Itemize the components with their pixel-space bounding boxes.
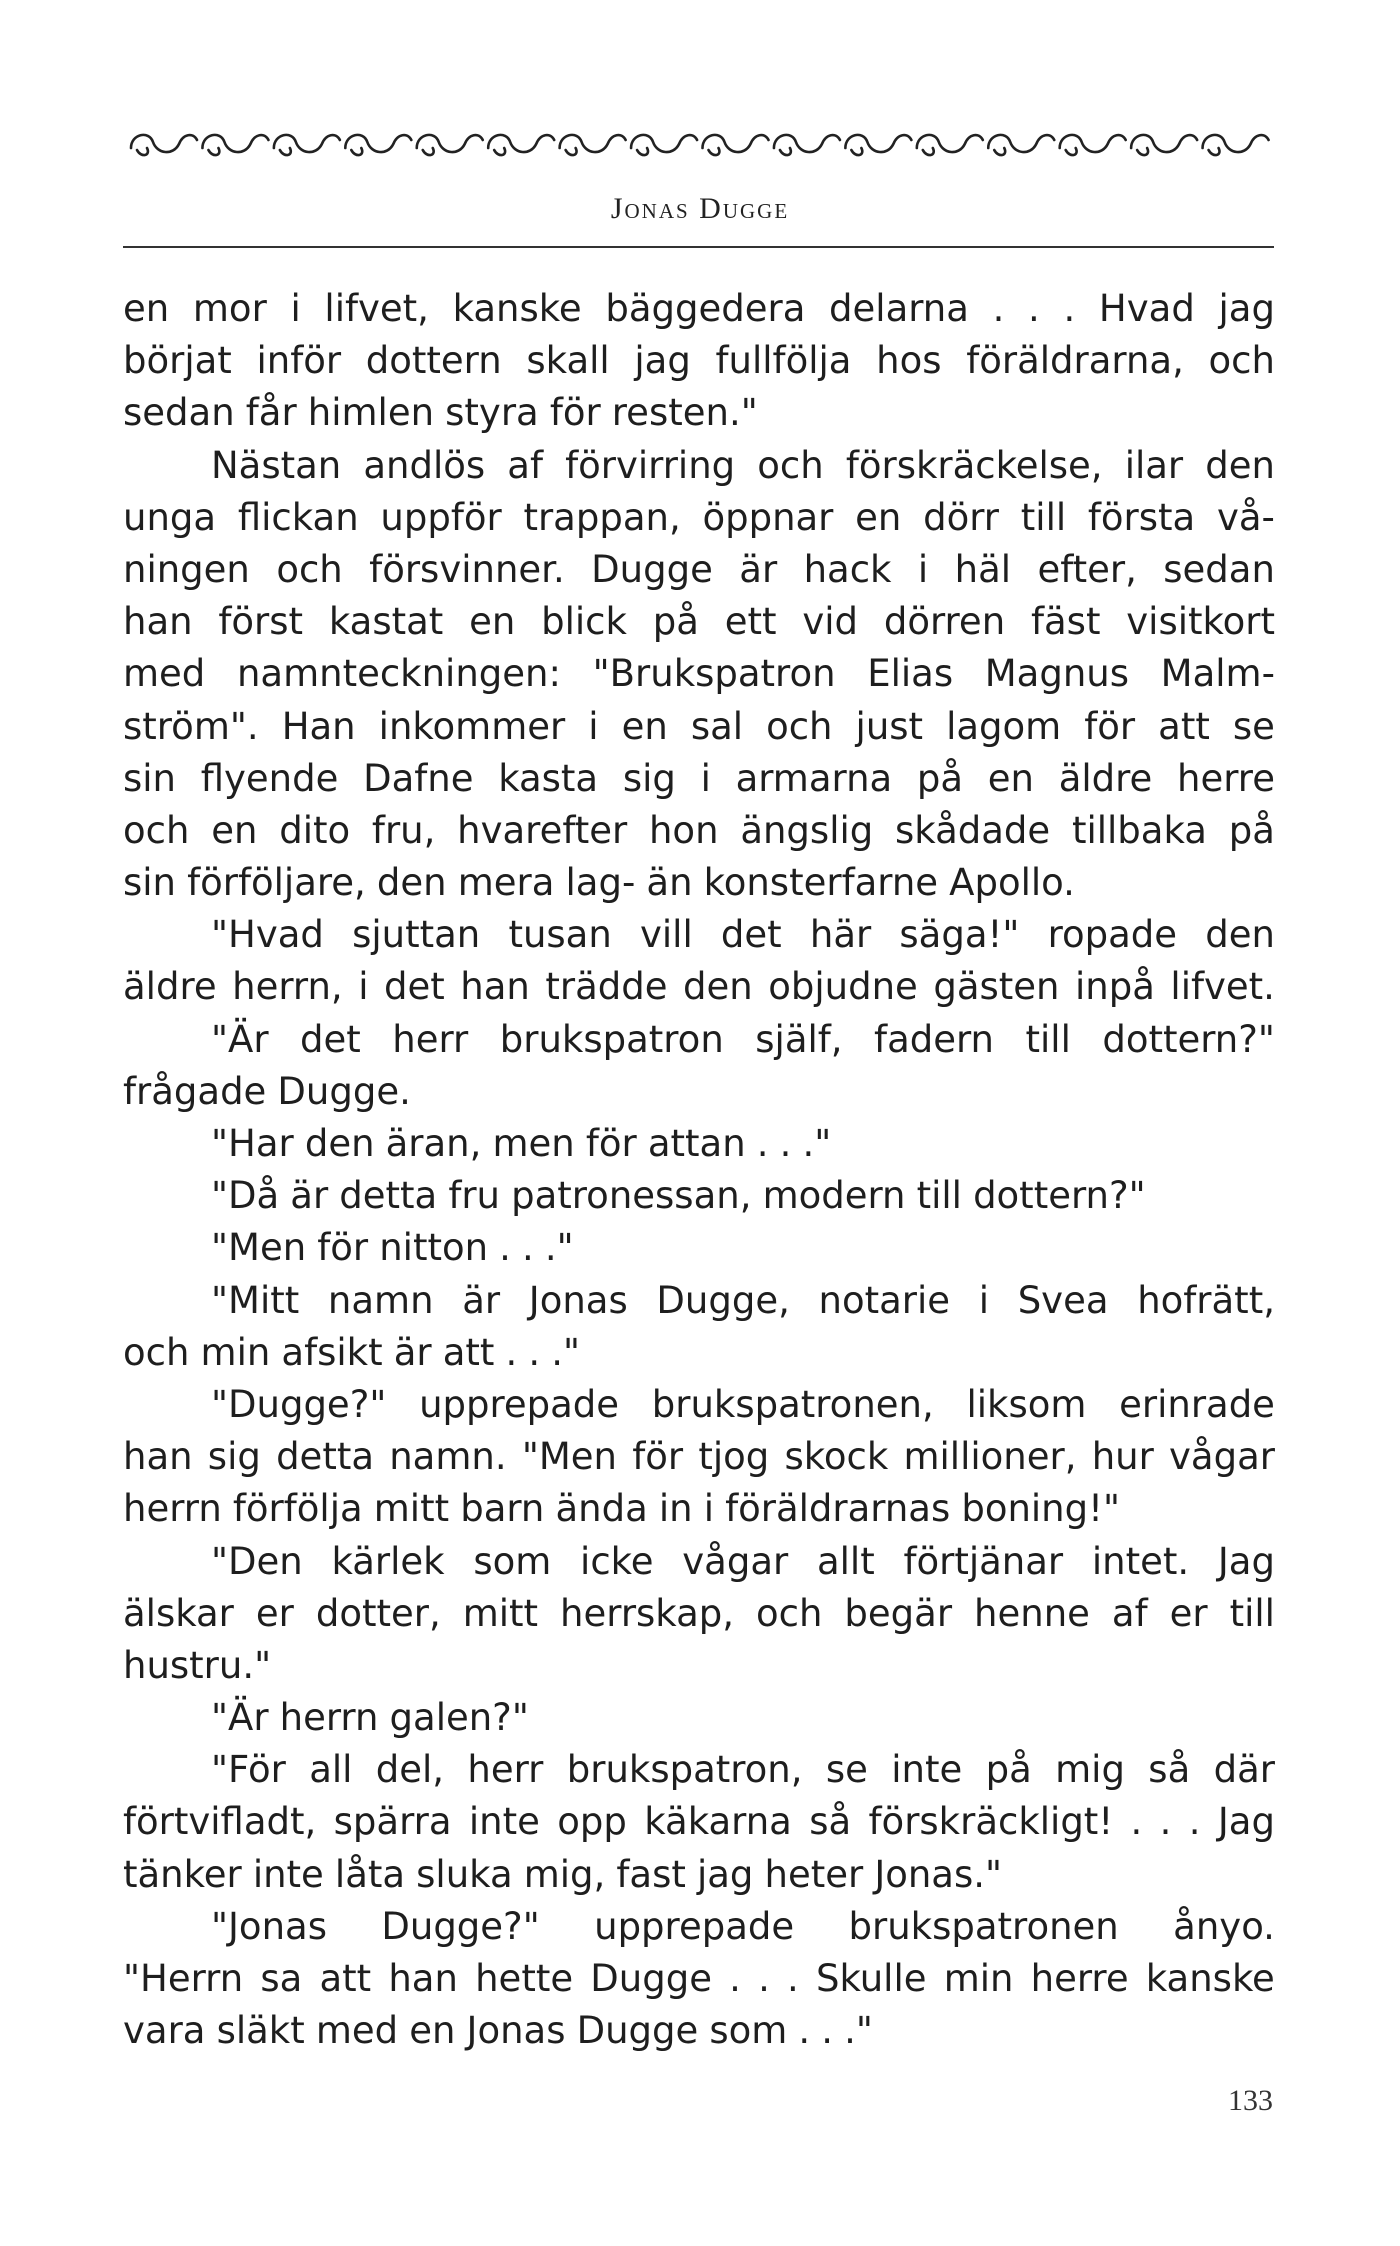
text-line: sedan får himlen styra för resten." bbox=[123, 391, 758, 435]
text-line: "Har den äran, men för attan . . ." bbox=[211, 1122, 832, 1165]
ornament-curl bbox=[208, 148, 219, 155]
ornament-curl bbox=[637, 148, 648, 155]
text-line: unga flickan uppför trappan, öppnar en dörr till första vå- bbox=[123, 495, 1275, 539]
ornament-scroll bbox=[345, 135, 411, 152]
ornament-curl bbox=[851, 148, 862, 155]
text-line: sin flyende Dafne kasta sig i armarna på en äldre herre bbox=[123, 756, 1275, 800]
text-line: vara släkt med en Jonas Dugge som . . ." bbox=[123, 2009, 873, 2053]
text-line: sin förföljare, den mera lag- än konsterfarne Apollo. bbox=[123, 861, 1075, 905]
ornament-curl bbox=[351, 148, 362, 155]
ornament-scroll bbox=[1203, 135, 1269, 152]
text-line: äldre herrn, i det han trädde den objudne gästen inpå lifvet. bbox=[123, 965, 1275, 1009]
text-line: tänker inte låta sluka mig, fast jag heter Jonas." bbox=[123, 1852, 1003, 1896]
ornament-scroll bbox=[917, 135, 983, 152]
body-text bbox=[123, 283, 1275, 2057]
ornament-scroll bbox=[703, 135, 769, 152]
ornament-scroll bbox=[631, 135, 697, 152]
text-line: börjat inför dottern skall jag fullfölja hos föräldrarna, och bbox=[123, 339, 1275, 383]
text-line: hustru." bbox=[123, 1643, 272, 1687]
text-line: herrn förfölja mitt barn ända in i föräldrarnas boning!" bbox=[123, 1487, 1120, 1531]
ornament-curl bbox=[1137, 148, 1148, 155]
text-line: han sig detta namn. "Men för tjog skock millioner, hur vågar bbox=[123, 1435, 1275, 1479]
ornament-scroll bbox=[1131, 135, 1197, 152]
text-line: förtvifladt, spärra inte opp käkarna så förskräckligt! . . . Jag bbox=[123, 1800, 1275, 1844]
text-line: "Dugge?" upprepade brukspatronen, liksom erinrade bbox=[211, 1382, 1275, 1426]
text-line: "Herrn sa att han hette Dugge . . . Skulle min herre kanske bbox=[123, 1957, 1275, 2000]
text-line: "Men för nitton . . ." bbox=[211, 1226, 574, 1270]
ornament-curl bbox=[923, 148, 934, 155]
ornament-curl bbox=[994, 148, 1005, 155]
text-line: "Jonas Dugge?" upprepade brukspatronen ånyo. bbox=[211, 1904, 1275, 1948]
ornament-scroll bbox=[774, 135, 840, 152]
text-line: frågade Dugge. bbox=[123, 1069, 411, 1113]
ornament-scroll bbox=[202, 135, 268, 152]
ornament-curl bbox=[494, 148, 505, 155]
text-line: han först kastat en blick på ett vid dörren fäst visitkort bbox=[123, 600, 1275, 644]
text-line: och en dito fru, hvarefter hon ängslig skådade tillbaka på bbox=[123, 808, 1275, 852]
ornament-curl bbox=[1066, 148, 1077, 155]
text-line: ningen och försvinner. Dugge är hack i häl efter, sedan bbox=[123, 547, 1275, 591]
ornament-curl bbox=[423, 148, 434, 155]
ornament-scroll bbox=[417, 135, 483, 152]
ornament-scroll bbox=[845, 135, 911, 152]
ornament-curl bbox=[709, 148, 720, 155]
ornament-scroll bbox=[988, 135, 1054, 152]
ornament-scroll bbox=[488, 135, 554, 152]
decorative-border-ornament bbox=[127, 118, 1270, 168]
running-head: Jonas Dugge bbox=[610, 192, 790, 225]
text-line: "Är det herr brukspatron själf, fadern till dottern?" bbox=[211, 1017, 1275, 1061]
text-line: "Mitt namn är Jonas Dugge, notarie i Svea hofrätt, bbox=[211, 1278, 1275, 1322]
text-line: "Är herrn galen?" bbox=[211, 1696, 529, 1740]
ornament-scroll bbox=[131, 135, 197, 152]
ornament-curl bbox=[280, 148, 291, 155]
ornament-scroll bbox=[560, 135, 626, 152]
text-line: "För all del, herr brukspatron, se inte på mig så där bbox=[211, 1748, 1275, 1792]
ornament-curl bbox=[137, 148, 148, 155]
text-line: "Den kärlek som icke vågar allt förtjänar intet. Jag bbox=[211, 1539, 1275, 1583]
header-rule bbox=[123, 246, 1274, 248]
ornament-curl bbox=[780, 148, 791, 155]
page-number: 133 bbox=[1228, 2084, 1273, 2117]
ornament-scroll bbox=[274, 135, 340, 152]
text-line: "Då är detta fru patronessan, modern till dottern?" bbox=[211, 1174, 1146, 1218]
text-line: "Hvad sjuttan tusan vill det här säga!" ropade den bbox=[211, 913, 1275, 957]
text-line: älskar er dotter, mitt herrskap, och begär henne af er till bbox=[123, 1591, 1275, 1635]
ornament-curl bbox=[566, 148, 577, 155]
text-line: med namnteckningen: "Brukspatron Elias Magnus Malm- bbox=[123, 652, 1275, 696]
text-line: ström". Han inkommer i en sal och just lagom för att se bbox=[123, 704, 1275, 748]
text-line: Nästan andlös af förvirring och förskräckelse, ilar den bbox=[211, 443, 1275, 487]
ornament-scroll bbox=[1060, 135, 1126, 152]
text-line: en mor i lifvet, kanske bäggedera delarna . . . Hvad jag bbox=[123, 287, 1275, 330]
ornament-curl bbox=[1209, 148, 1220, 155]
text-line: och min afsikt är att . . ." bbox=[123, 1330, 580, 1374]
